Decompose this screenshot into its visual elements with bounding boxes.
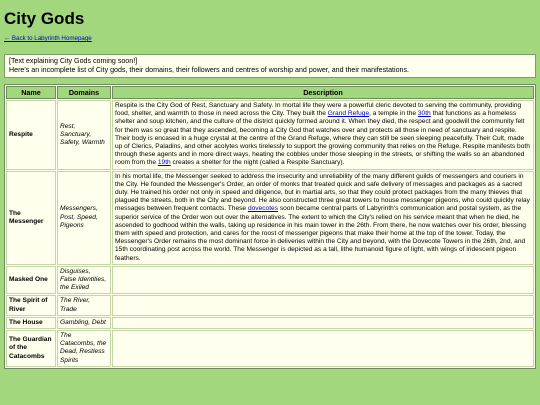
table-header-row: [6, 86, 534, 99]
description-text: In his mortal life, the Messenger seeked to address the insecurity and unreliability of the many different guilds of messengers and couriers in the City. He founded the Messenger's Order, an order of monks that treated quick and safe delivery of messages and packages as a sacred duty. He trained his order not only in speed and diligence, but in martial arts, so that they could protect packages from the many thieves that plagued the streets, both in the City and beyond. He also constructed three great towers to house messenger pigeons, who could quickly relay messages between frequent contacts. These: [115, 172, 530, 213]
god-name: Masked One: [6, 266, 56, 295]
god-description: [112, 266, 534, 295]
god-description: [112, 295, 534, 315]
god-description: [112, 330, 534, 367]
god-domains: Disguises, False Identities, the Exiled: [57, 266, 111, 295]
notice-line-2: Here's an incomplete list of City gods, their domains, their followers and centres of worship and power, and their manifestations.: [9, 66, 409, 74]
back-to-homepage-link[interactable]: ← Back to Labyrinth Homepage: [4, 35, 92, 42]
notice-line-1: [Text explaining City Gods coming soon!]: [9, 57, 138, 65]
table-row: [6, 330, 534, 367]
header-domains: Domains: [57, 86, 111, 99]
god-name: The House: [6, 317, 56, 329]
header-description: Description: [112, 86, 534, 99]
city-gods-table: [4, 84, 536, 369]
table-row: [6, 295, 534, 315]
god-domains: The River, Trade: [57, 295, 111, 315]
page-title: City Gods: [4, 9, 85, 28]
god-domains: Gambling, Debt: [57, 317, 111, 329]
description-text: , a temple in the: [369, 110, 418, 118]
god-description: [112, 317, 534, 329]
god-domains: Messengers, Post, Speed, Pigeons: [57, 171, 111, 265]
description-text: soon became central parts of Labyrinth's communication and postal system, as the superior service of the Order won out over the alternatives. The extent to which the City's relied on his service meant that when he died, he ascended to godhood within the walls, taking up residence in his main tower in the 26th. From there, he now watches over his order, blessing them with speed and protection, and cares for the roost of messenger pigeons that make their home at the top of the tower. Today, the Messenger's Order remains the most dominant force in deliveries within the City and beyond, with the Dovecote Towers in the 26th, 2nd, and 15th coordinating post across the world. The Messenger is depicted as a tall, lithe humanoid figure of light, with wings of iridescent pigeon feathers.: [115, 205, 526, 262]
table-row: [6, 100, 534, 170]
description-text: Respite is the City God of Rest, Sanctuary and Safety. In mortal life they were a powerful cleric devoted to serving the community, providing food, shelter, and warmth to those in need across the City. They built the: [115, 102, 522, 118]
table-row: [6, 171, 534, 265]
19th-district-link[interactable]: 19th: [157, 159, 171, 167]
grand-refuge-link[interactable]: Grand Refuge: [327, 110, 370, 118]
table-row: [6, 317, 534, 329]
god-name: The Spirit of River: [6, 295, 56, 315]
dovecotes-link[interactable]: dovecotes: [247, 205, 278, 213]
table-row: [6, 266, 534, 295]
god-name: The Guardian of the Catacombs: [6, 330, 56, 367]
god-domains: Rest, Sanctuary, Safety, Warmth: [57, 100, 111, 170]
description-text: that functions as a homeless shelter and soup kitchen, and the culture of the district quickly formed around it. When they died, the respect and goodwill the community felt for them was so great that they ascended, becoming a City God that watches over and protects all those in need of sanctuary and respite. Their body is encased in a huge crystal at the centre of the Grand Refuge, where they can still be seen sleeping peacefully. Their Cult, made up of Clerics, Paladins, and other acolytes works tirelessly to support the growing community that relies on the Refuge. Respite manifests both through these agents and in more direct ways, heating the cobbles under those sleeping in the streets, or shifting the walls so an abandoned room from the: [115, 110, 530, 167]
description-text: creates a shelter for the night (called a Respite Sanctuary).: [170, 159, 345, 167]
header-name: Name: [6, 86, 56, 99]
god-name: The Messenger: [6, 171, 56, 265]
30th-district-link[interactable]: 30th: [417, 110, 431, 118]
god-description: [112, 171, 534, 265]
god-description: [112, 100, 534, 170]
god-name: Respite: [6, 100, 56, 170]
god-domains: The Catacombs, the Dead, Restless Spirits: [57, 330, 111, 367]
intro-notice: [4, 54, 536, 78]
